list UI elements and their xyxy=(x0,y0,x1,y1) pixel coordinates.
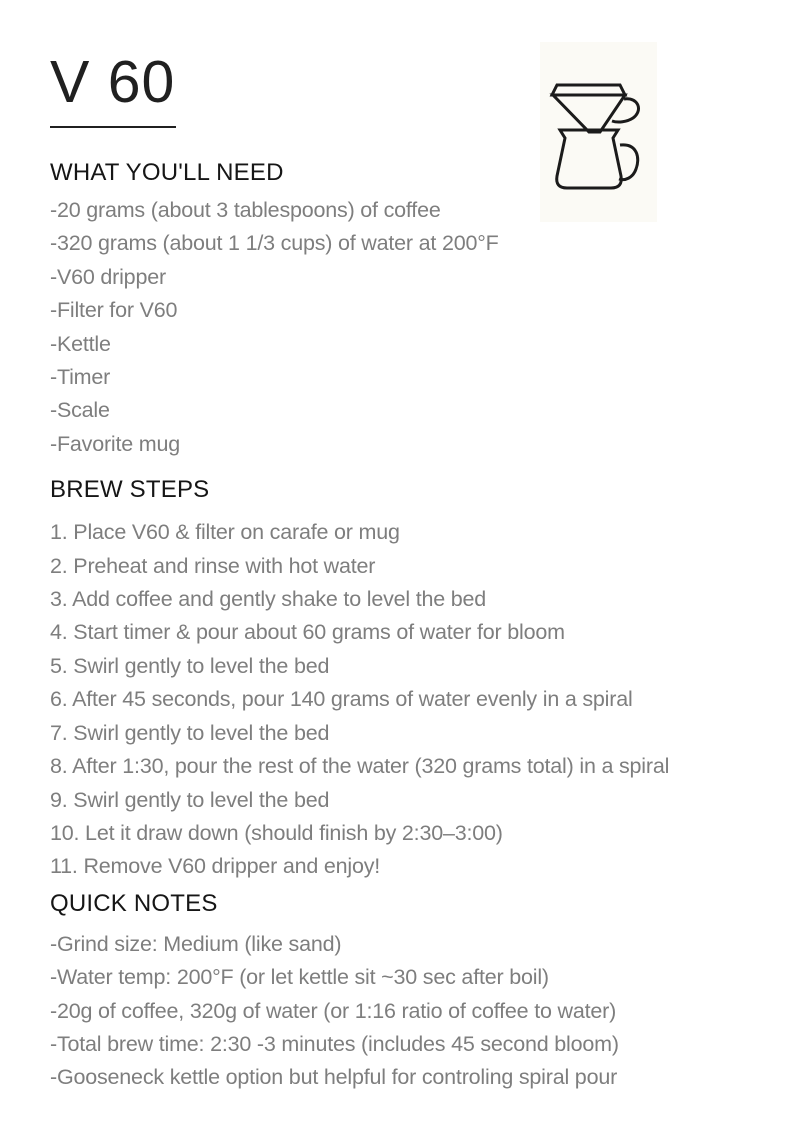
page-title: V 60 xyxy=(50,49,176,115)
brew-step-item: 2. Preheat and rinse with hot water xyxy=(50,553,376,578)
section-heading-what-youll-need: WHAT YOU'LL NEED xyxy=(50,159,284,186)
quick-note-item: -Total brew time: 2:30 -3 minutes (includes 45 second bloom) xyxy=(50,1031,619,1056)
need-item: -Scale xyxy=(50,398,110,423)
section-quick-notes xyxy=(50,891,800,1095)
section-what-youll-need xyxy=(50,160,800,461)
quick-note-item: -Gooseneck kettle option but helpful for controling spiral pour xyxy=(50,1065,618,1090)
quick-note-item: -Grind size: Medium (like sand) xyxy=(50,931,342,956)
quick-note-item: -20g of coffee, 320g of water (or 1:16 ratio of coffee to water) xyxy=(50,998,617,1023)
need-item: -Timer xyxy=(50,365,111,390)
section-heading-quick-notes: QUICK NOTES xyxy=(50,889,218,917)
need-item: -320 grams (about 1 1/3 cups) of water at 200°F xyxy=(50,231,499,256)
brew-step-item: 9. Swirl gently to level the bed xyxy=(50,787,330,812)
brew-step-item: 4. Start timer & pour about 60 grams of water for bloom xyxy=(50,620,565,645)
section-heading-brew-steps: BREW STEPS xyxy=(50,476,210,504)
need-item: -Filter for V60 xyxy=(50,298,178,323)
brew-steps-list xyxy=(50,516,800,883)
need-item: -20 grams (about 3 tablespoons) of coffee xyxy=(50,198,441,222)
brew-step-item: 11. Remove V60 dripper and enjoy! xyxy=(50,854,381,879)
brew-step-item: 6. After 45 seconds, pour 140 grams of water evenly in a spiral xyxy=(50,687,633,712)
section-brew-steps xyxy=(50,477,800,883)
need-item: -Kettle xyxy=(50,331,111,356)
quick-notes-list xyxy=(50,928,800,1095)
brew-step-item: 3. Add coffee and gently shake to level the bed xyxy=(50,587,487,612)
quick-note-item: -Water temp: 200°F (or let kettle sit ~30 sec after boil) xyxy=(50,965,549,990)
need-item: -Favorite mug xyxy=(50,431,181,456)
title-underline xyxy=(50,126,176,128)
v60-dripper-on-carafe-icon xyxy=(540,42,657,222)
need-item: -V60 dripper xyxy=(50,264,166,289)
brew-step-item: 10. Let it draw down (should finish by 2:30–3:00) xyxy=(50,820,503,845)
brew-step-item: 7. Swirl gently to level the bed xyxy=(50,720,330,745)
brew-step-item: 1. Place V60 & filter on carafe or mug xyxy=(50,520,400,545)
needs-list xyxy=(50,194,800,461)
brew-step-item: 5. Swirl gently to level the bed xyxy=(50,653,330,678)
brew-step-item: 8. After 1:30, pour the rest of the water (320 grams total) in a spiral xyxy=(50,754,670,779)
